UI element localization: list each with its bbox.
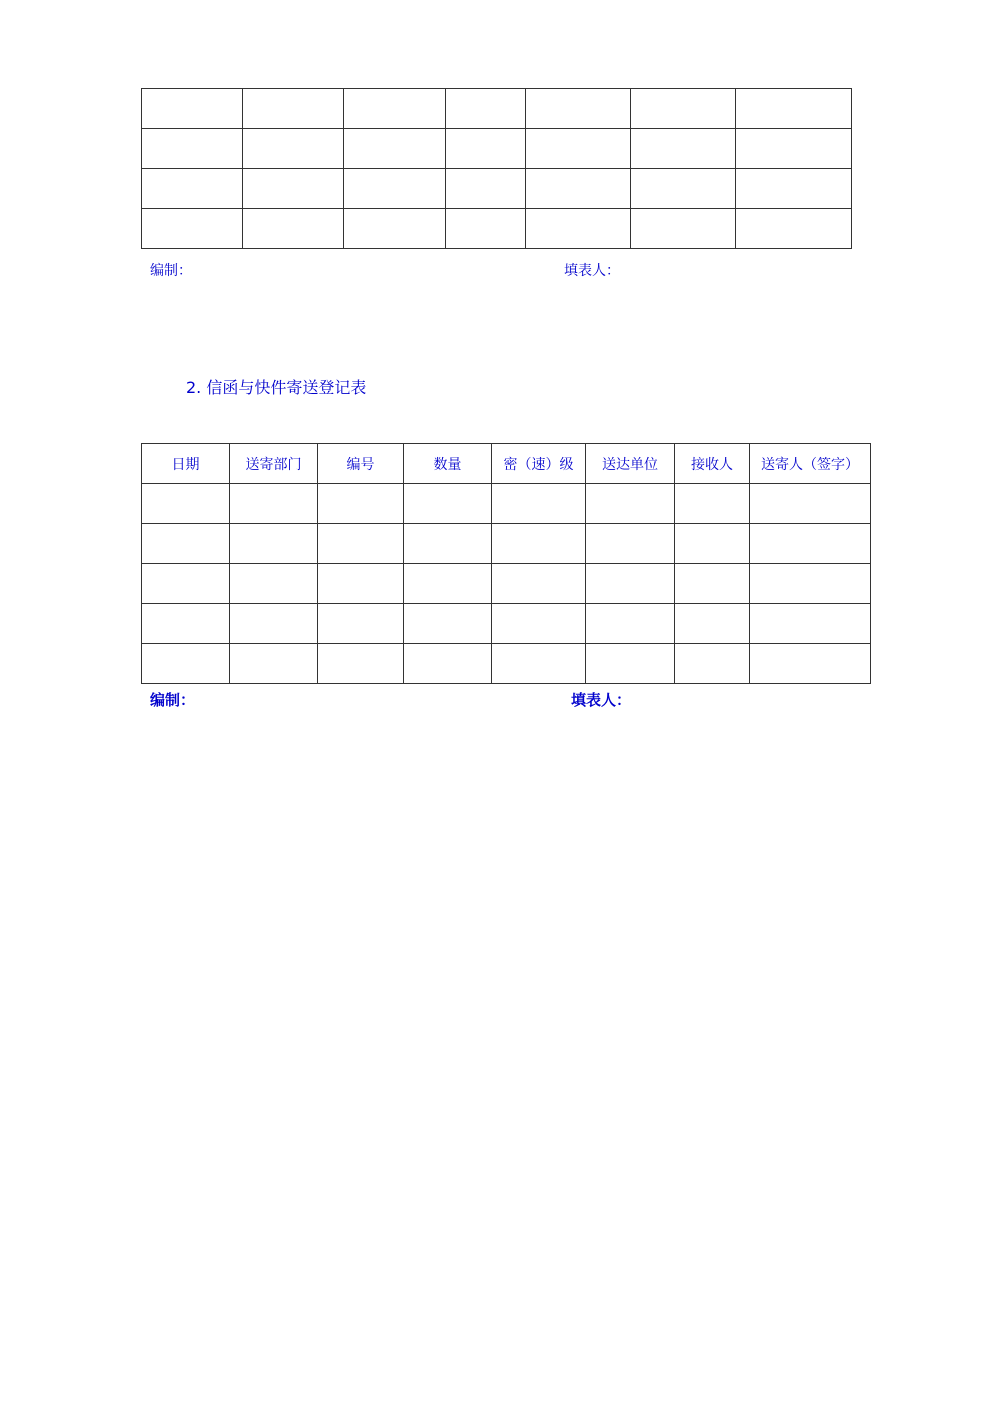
footer1-compiler-label: 编制：: [150, 263, 192, 279]
table-cell[interactable]: [675, 524, 750, 564]
table-cell[interactable]: [526, 169, 631, 209]
table-cell[interactable]: [318, 564, 404, 604]
table-cell[interactable]: [243, 89, 344, 129]
table-cell[interactable]: [750, 524, 871, 564]
table-cell[interactable]: [736, 169, 852, 209]
table-cell[interactable]: [243, 169, 344, 209]
table-cell[interactable]: [750, 604, 871, 644]
table-cell[interactable]: [142, 169, 243, 209]
table-cell[interactable]: [230, 604, 318, 644]
table-cell[interactable]: [446, 89, 526, 129]
header-sender-signature: 送寄人（签字）: [750, 444, 871, 484]
table-cell[interactable]: [586, 644, 675, 684]
header-destination-unit: 送达单位: [586, 444, 675, 484]
table-row: [142, 564, 871, 604]
table-cell[interactable]: [142, 484, 230, 524]
table-cell[interactable]: [243, 129, 344, 169]
table-cell[interactable]: [750, 644, 871, 684]
table-cell[interactable]: [404, 564, 492, 604]
header-recipient: 接收人: [675, 444, 750, 484]
table-cell[interactable]: [631, 209, 736, 249]
table-cell[interactable]: [492, 564, 586, 604]
table-cell[interactable]: [318, 604, 404, 644]
table-cell[interactable]: [492, 484, 586, 524]
table-cell[interactable]: [230, 524, 318, 564]
table-cell[interactable]: [736, 89, 852, 129]
table-cell[interactable]: [675, 564, 750, 604]
table-cell[interactable]: [142, 89, 243, 129]
table-cell[interactable]: [344, 209, 446, 249]
table-cell[interactable]: [446, 169, 526, 209]
table-cell[interactable]: [586, 604, 675, 644]
table-row: [142, 604, 871, 644]
table-cell[interactable]: [631, 129, 736, 169]
table-cell[interactable]: [492, 644, 586, 684]
table-cell[interactable]: [318, 644, 404, 684]
table-cell[interactable]: [526, 129, 631, 169]
table-row: [142, 209, 852, 249]
footer2-compiler-label: 编制：: [150, 691, 196, 709]
table-cell[interactable]: [446, 129, 526, 169]
table-row: [142, 129, 852, 169]
header-sending-department: 送寄部门: [230, 444, 318, 484]
table-cell[interactable]: [344, 129, 446, 169]
table-cell[interactable]: [750, 484, 871, 524]
mail-express-register-table-body: [142, 484, 871, 684]
table-cell[interactable]: [526, 209, 631, 249]
mail-express-register-table: [141, 443, 871, 684]
table-cell[interactable]: [736, 209, 852, 249]
table-cell[interactable]: [675, 604, 750, 644]
footer1-filler-label: 填表人：: [564, 263, 620, 279]
table-cell[interactable]: [142, 644, 230, 684]
table-cell[interactable]: [142, 129, 243, 169]
table-cell[interactable]: [404, 644, 492, 684]
table-row: [142, 89, 852, 129]
table-cell[interactable]: [230, 644, 318, 684]
table-cell[interactable]: [404, 524, 492, 564]
table-cell[interactable]: [675, 644, 750, 684]
table-cell[interactable]: [675, 484, 750, 524]
section-title: 2. 信函与快件寄送登记表: [186, 378, 367, 397]
table-cell[interactable]: [526, 89, 631, 129]
table-cell[interactable]: [492, 604, 586, 644]
table-header-row: [142, 444, 871, 484]
table-cell[interactable]: [736, 129, 852, 169]
table-cell[interactable]: [318, 524, 404, 564]
table-cell[interactable]: [492, 524, 586, 564]
table-row: [142, 524, 871, 564]
table-cell[interactable]: [230, 564, 318, 604]
table-cell[interactable]: [142, 564, 230, 604]
table-cell[interactable]: [142, 524, 230, 564]
table-row: [142, 644, 871, 684]
table-cell[interactable]: [142, 209, 243, 249]
table-cell[interactable]: [404, 484, 492, 524]
table-cell[interactable]: [446, 209, 526, 249]
table-cell[interactable]: [404, 604, 492, 644]
table-cell[interactable]: [586, 484, 675, 524]
table-cell[interactable]: [631, 169, 736, 209]
continued-register-table-body: [142, 89, 852, 249]
continued-register-table: [141, 88, 852, 249]
header-number: 编号: [318, 444, 404, 484]
table-cell[interactable]: [230, 484, 318, 524]
table-cell[interactable]: [344, 169, 446, 209]
footer2-filler-label: 填表人：: [571, 691, 632, 709]
table-cell[interactable]: [243, 209, 344, 249]
table-row: [142, 484, 871, 524]
table-cell[interactable]: [344, 89, 446, 129]
table-cell[interactable]: [750, 564, 871, 604]
header-quantity: 数量: [404, 444, 492, 484]
table-cell[interactable]: [631, 89, 736, 129]
table-cell[interactable]: [586, 564, 675, 604]
header-date: 日期: [142, 444, 230, 484]
table-row: [142, 169, 852, 209]
table-cell[interactable]: [318, 484, 404, 524]
table-cell[interactable]: [586, 524, 675, 564]
table-cell[interactable]: [142, 604, 230, 644]
header-security-level: 密（速）级: [492, 444, 586, 484]
